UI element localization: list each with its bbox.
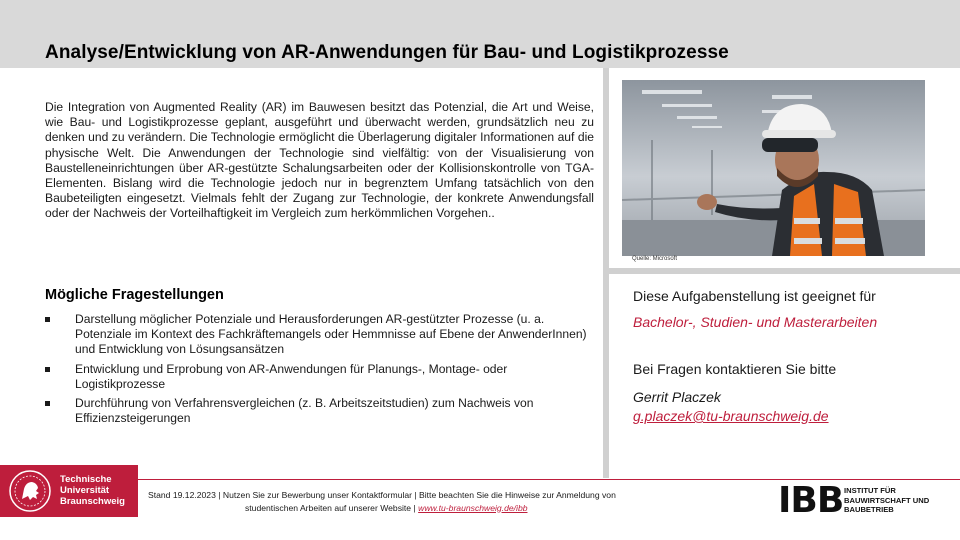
photo-illustration <box>622 80 925 256</box>
horizontal-divider <box>609 268 960 274</box>
tu-logo-line: Technische <box>60 474 112 485</box>
intro-paragraph: Die Integration von Augmented Reality (AR) im Bauwesen besitzt das Potenzial, die Art und Weise, wie Bau- und Logistikprozesse geplant, ausgeführt und überwacht werden, grundsätzlich neu zu denken und zu verändern. Die Technologie ermöglicht die Überlagerung digitaler Informationen auf die physische Welt. Die Anwendungen der Technologie sind vielfältig: von der Visualisierung von Baustelleneinrichtungen über AR-gestützte Schalungsarbeiten oder der Kollisionskontrolle von TGA-Elementen. Bislang wird die Technologie jedoch nur in begrenztem Umfang tatsächlich von den Baubeteiligten eingesetzt. Vielmals fehlt der Zugang zur Technologie, der konkrete Anwendungsfall oder der Nachweis der Vorteilhaftigkeit im Vergleich zum herkömmlichen Vorgehen.. <box>45 100 594 221</box>
contact-name: Gerrit Placzek <box>633 389 721 405</box>
tu-logo-line: Braunschweig <box>60 496 125 507</box>
ibb-institute-name <box>844 486 929 515</box>
questions-list <box>45 312 595 430</box>
footer-line-1: Stand 19.12.2023 | Nutzen Sie zur Bewerbung unser Kontaktformular | Bitte beachten Sie die Hinweise zur Anmeldung von <box>148 490 616 500</box>
suitable-label: Diese Aufgabenstellung ist geeignet für <box>633 288 876 304</box>
institute-website-link[interactable]: www.tu-braunschweig.de/ibb <box>418 502 528 513</box>
tu-braunschweig-logo <box>0 465 138 517</box>
contact-prompt: Bei Fragen kontaktieren Sie bitte <box>633 361 837 377</box>
questions-heading: Mögliche Fragestellungen <box>45 287 224 303</box>
bullet-icon <box>45 367 50 372</box>
footer-line-2 <box>148 502 748 515</box>
ibb-name-line: BAUWIRTSCHAFT UND <box>844 495 930 505</box>
lion-seal-icon <box>8 469 52 513</box>
page-title: Analyse/Entwicklung von AR-Anwendungen für Bau- und Logistikprozesse <box>45 42 729 63</box>
tu-logo-line: Universität <box>60 485 110 496</box>
thesis-types: Bachelor-, Studien- und Masterarbeiten <box>633 314 878 330</box>
list-item <box>45 312 595 358</box>
construction-worker-photo <box>622 80 925 256</box>
footer-line-2-text: studentischen Arbeiten auf unserer Website | <box>245 502 419 513</box>
list-item-text: Darstellung möglicher Potenziale und Herausforderungen AR-gestützter Prozesse (u. a. Potenziale im Kontext des Fachkräftemangels oder Hemmnisse auf Ebene der AnwenderInnen) und Entwicklung von Lösungsansätzen <box>75 312 587 357</box>
footer-text <box>148 489 748 514</box>
ibb-name-line: BAUBETRIEB <box>844 505 894 514</box>
contact-email-link[interactable]: g.placzek@tu-braunschweig.de <box>633 408 829 424</box>
list-item-text: Durchführung von Verfahrensvergleichen (z. B. Arbeitszeitstudien) zum Nachweis von Effizienzsteigerungen <box>75 396 534 426</box>
list-item-text: Entwicklung und Erprobung von AR-Anwendungen für Planungs-, Montage- oder Logistikprozesse <box>75 361 508 391</box>
ibb-mark: IBB <box>778 480 844 521</box>
tu-logo-text <box>60 474 125 507</box>
bullet-icon <box>45 317 50 322</box>
bullet-icon <box>45 401 50 406</box>
photo-caption: Quelle: Microsoft <box>632 256 678 262</box>
list-item <box>45 396 595 426</box>
list-item <box>45 362 595 392</box>
ibb-name-line: INSTITUT FÜR <box>844 486 896 495</box>
